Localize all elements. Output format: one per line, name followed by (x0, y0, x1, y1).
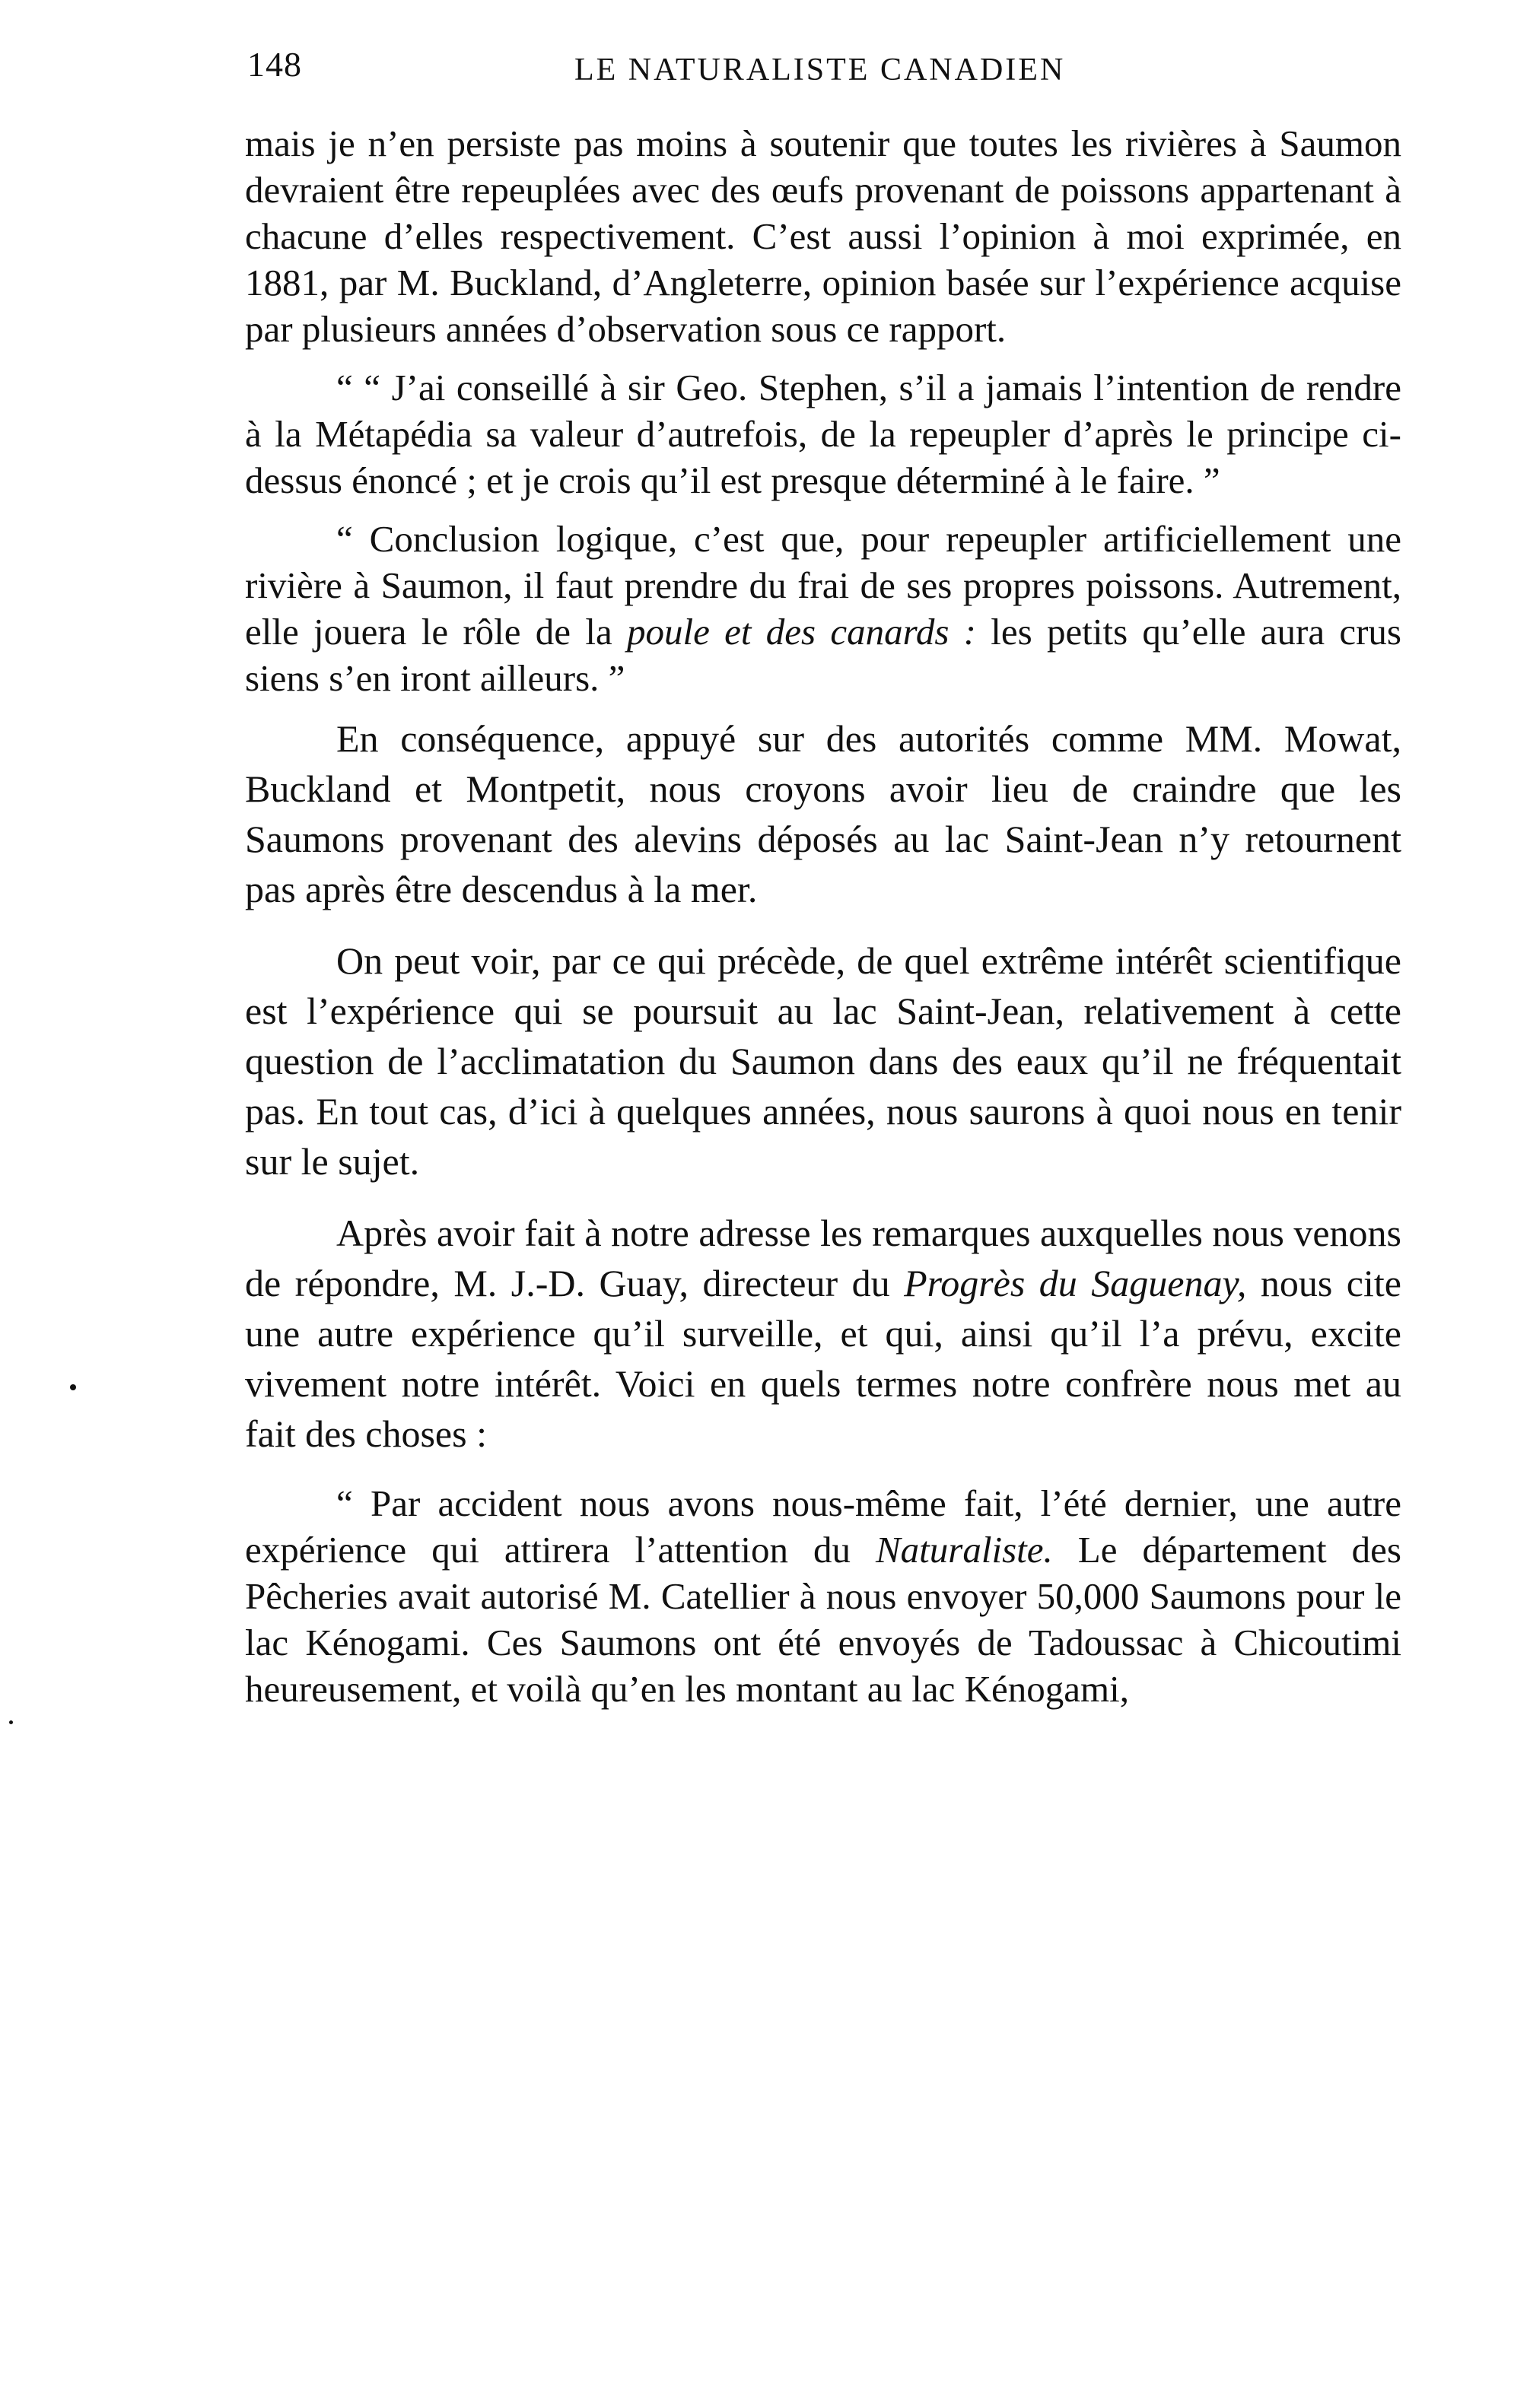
margin-dot (9, 1720, 13, 1724)
paragraph-p2 (245, 364, 1401, 504)
italic-text: Naturaliste. (876, 1529, 1053, 1571)
paragraph-text: les petits qu’elle aura crus siens s’en iront ailleurs. ” (245, 611, 1401, 699)
paragraph-text: Après avoir fait à notre adresse les remarques auxquelles nous venons de répondre, M. J.-D. Guay, directeur du (245, 1212, 1401, 1304)
italic-text: Progrès du Saguenay, (904, 1262, 1247, 1304)
page-number: 148 (247, 45, 302, 84)
page-header (247, 37, 1404, 105)
paragraph-text: Le département des Pêcheries avait autorisé M. Catellier à nous envoyer 50,000 Saumons pour le lac Kénogami. Ces Saumons ont été envoyés de Tadoussac à Chicoutimi heureusement, et voilà qu’en les montant au lac Kénogami, (245, 1529, 1401, 1710)
body-text (245, 120, 1401, 1712)
paragraph-p4 (245, 713, 1401, 914)
paragraph-text: “ Conclusion logique, c’est que, pour repeupler artificiellement une rivière à Saumon, il faut prendre du frai de ses propres poissons. Autrement, elle jouera le rôle de la (245, 518, 1401, 653)
paragraph-p1 (245, 120, 1401, 352)
paragraph-text: On peut voir, par ce qui précède, de quel extrême intérêt scientifique est l’expérience qui se poursuit au lac Saint-Jean, relativement à cette question de l’acclimatation du Saumon dans des eaux qu’il ne fréquentait pas. En tout cas, d’ici à quelques années, nous saurons à quoi nous en tenir sur le sujet. (245, 939, 1401, 1183)
paragraph-text: En conséquence, appuyé sur des autorités comme MM. Mowat, Buckland et Montpetit, nous croyons avoir lieu de craindre que les Saumons provenant des alevins déposés au lac Saint-Jean n’y retournent pas après être descendus à la mer. (245, 717, 1401, 910)
paragraph-text: nous cite une autre expérience qu’il surveille, et qui, ainsi qu’il l’a prévu, excite vivement notre intérêt. Voici en quels termes notre confrère nous met au fait des choses : (245, 1262, 1401, 1455)
margin-dot (70, 1384, 76, 1390)
italic-text: poule et des canards : (626, 611, 977, 653)
paragraph-text: mais je n’en persiste pas moins à soutenir que toutes les rivières à Saumon devraient être repeuplées avec des œufs provenant de poissons appartenant à chacune d’elles respectivement. C’est aussi l’opinion à moi exprimée, en 1881, par M. Buckland, d’Angleterre, opinion basée sur l’expérience acquise par plusieurs années d’observation sous ce rapport. (245, 122, 1401, 350)
paragraph-text: “ “ J’ai conseillé à sir Geo. Stephen, s’il a jamais l’intention de rendre à la Métapédia sa valeur d’autrefois, de la repeupler d’après le principe ci-dessus énoncé ; et je crois qu’il est presque déterminé à le faire. ” (245, 367, 1401, 501)
paragraph-p5 (245, 936, 1401, 1187)
paragraph-text: “ Par accident nous avons nous-même fait, l’été dernier, une autre expérience qui attirera l’attention du (245, 1482, 1401, 1571)
paragraph-p7 (245, 1480, 1401, 1712)
paragraph-p3 (245, 516, 1401, 701)
paragraph-p6 (245, 1208, 1401, 1459)
running-title: LE NATURALISTE CANADIEN (574, 52, 1066, 87)
